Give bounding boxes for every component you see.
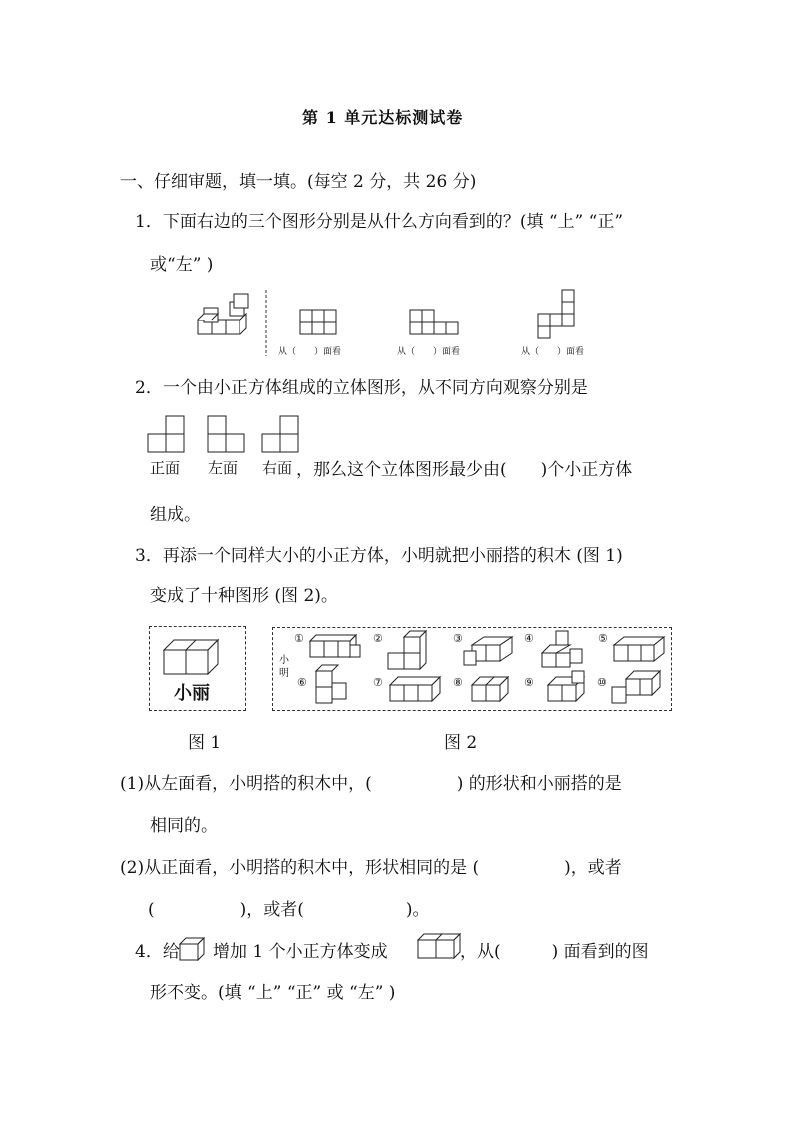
q1-3d-object [198,294,248,334]
fig2-num-5: ⑤ [598,632,608,645]
fig2-num-7: ⑦ [373,676,383,689]
q3-sub2-line1: (2)从正面看，小明搭的积木中，形状相同的是 ( )，或者 [120,858,622,878]
q2-label-front: 正面 [150,459,181,477]
q3-sub1-line1: (1)从左面看，小明搭的积木中，( ) 的形状和小丽搭的是 [120,774,622,794]
q1-text-line1: 1．下面右边的三个图形分别是从什么方向看到的？(填 “上” “正” [135,212,624,232]
q2-text-line3: 组成。 [150,505,201,525]
page-title: 第 1 单元达标测试卷 [302,108,464,127]
fig2-num-1: ① [294,632,304,645]
q2-right-view [262,416,298,452]
fig2-shape-9 [548,671,584,701]
q3-sub1-line2: 相同的。 [150,816,218,836]
fig2-shape-7 [390,677,440,701]
fig2-shape-8 [472,677,508,701]
fig2-shape-5 [614,637,664,661]
fig2-shape-2 [388,631,426,669]
q4-double-cube [416,932,460,962]
q1-view-b [410,310,458,334]
fig2-shape-10 [612,671,660,703]
section-heading: 一、仔细审题，填一填。(每空 2 分，共 26 分) [120,172,477,192]
q4-single-cube [178,936,208,964]
fig2-shape-6 [316,665,346,703]
fig2-num-3: ③ [453,632,463,645]
q2-front-view [148,416,184,452]
q3-text-line2: 变成了十种图形 (图 2)。 [150,586,338,606]
fig2-num-8: ⑧ [453,676,463,689]
fig2-shape-4 [542,631,582,667]
q3-sub2-line2: ( )，或者( )。 [148,900,430,920]
q4-text-part1: 4．给 [135,942,180,962]
q1-text-line2: 或“左” ) [150,255,214,275]
fig2-num-9: ⑨ [524,676,534,689]
fig2-num-2: ② [373,632,383,645]
fig2-shape-1 [310,635,360,657]
q1-caption-1: 从（ ）面看 [278,347,342,357]
fig2-num-4: ④ [524,632,534,645]
fig1-label: 小丽 [174,683,210,704]
q1-view-a [300,310,336,334]
q1-view-c [538,290,574,338]
q3-text-line1: 3．再添一个同样大小的小正方体，小明就把小丽搭的积木 (图 1) [135,546,623,566]
q1-caption-3: 从（ ）面看 [521,347,585,357]
q4-text-part2: 增加 1 个小正方体变成 [213,942,388,962]
fig2-blocks [272,627,670,709]
fig1-caption: 图 1 [188,733,222,753]
fig2-caption: 图 2 [444,733,478,753]
fig2-num-10: ⑩ [597,676,607,689]
q4-text-part3: ，从( ) 面看到的图 [460,942,649,962]
q2-left-view [208,416,244,452]
q1-caption-2: 从（ ）面看 [397,347,461,357]
q2-views-figure [148,416,308,456]
q2-text-line2: ，那么这个立体图形最少由( )个小正方体 [296,460,633,480]
fig1-blocks [160,636,240,686]
q2-label-right: 右面 [262,459,293,477]
q1-figure [190,290,660,370]
q2-label-left: 左面 [208,459,239,477]
q2-text-line1: 2．一个由小正方体组成的立体图形，从不同方向观察分别是 [135,378,588,398]
fig2-side-label: 小明 [279,655,289,679]
fig2-shape-3 [464,637,512,665]
fig2-num-6: ⑥ [297,676,307,689]
q4-text-line2: 形不变。(填 “上” “正” 或 “左” ) [150,983,396,1003]
